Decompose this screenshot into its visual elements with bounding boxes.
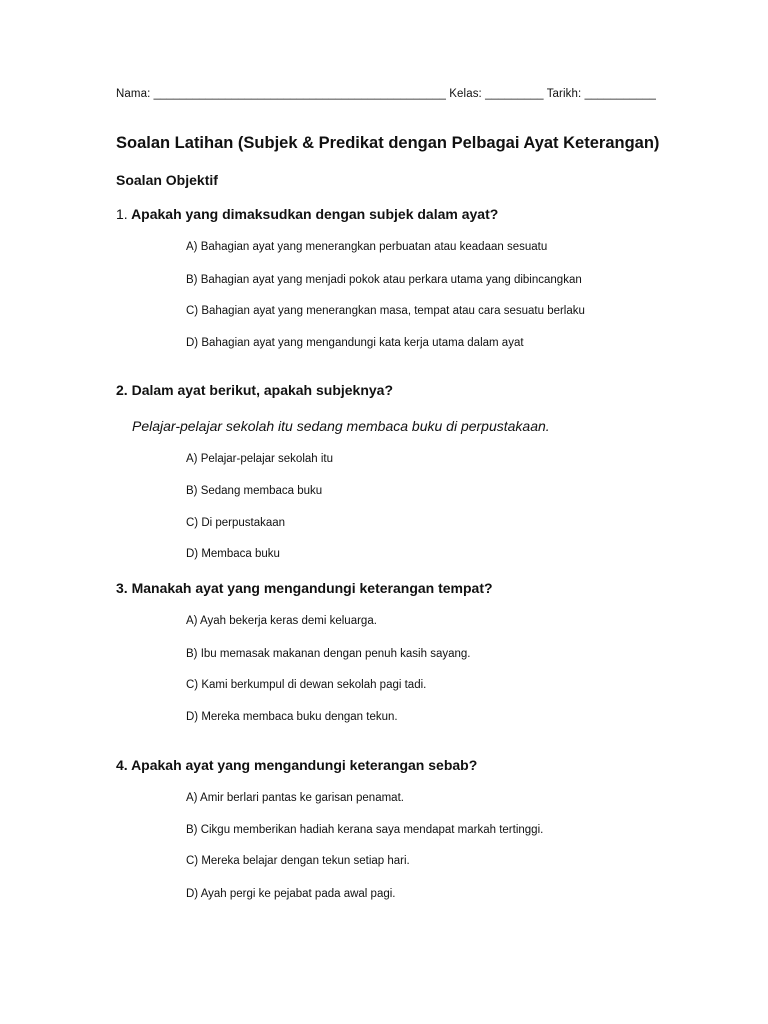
question-number: 3. — [116, 580, 128, 596]
class-field: Kelas: _________ — [449, 88, 544, 100]
question-2-option-b: B) Sedang membaca buku — [186, 485, 323, 497]
question-1-option-d: D) Bahagian ayat yang mengandungi kata kerja utama dalam ayat — [186, 337, 524, 349]
question-4-option-a: A) Amir berlari pantas ke garisan penamat. — [186, 792, 404, 804]
question-text: Apakah yang dimaksudkan dengan subjek dalam ayat? — [131, 206, 499, 222]
question-4-option-d: D) Ayah pergi ke pejabat pada awal pagi. — [186, 888, 396, 900]
name-field: Nama: _____________________________________________ — [116, 88, 446, 100]
question-number: 2. — [116, 382, 128, 398]
question-2-option-c: C) Di perpustakaan — [186, 517, 286, 529]
question-4-option-b: B) Cikgu memberikan hadiah kerana saya mendapat markah tertinggi. — [186, 824, 544, 836]
question-3-option-b: B) Ibu memasak makanan dengan penuh kasih sayang. — [186, 648, 471, 660]
date-field: Tarikh: ___________ — [546, 88, 657, 100]
question-text: Manakah ayat yang mengandungi keterangan tempat? — [131, 580, 493, 596]
question-text: Apakah ayat yang mengandungi keterangan sebab? — [131, 757, 478, 773]
question-number: 1. — [116, 206, 128, 222]
question-3-option-a: A) Ayah bekerja keras demi keluarga. — [186, 615, 377, 627]
question-3-option-d: D) Mereka membaca buku dengan tekun. — [186, 711, 398, 723]
question-4-option-c: C) Mereka belajar dengan tekun setiap hari. — [186, 855, 410, 867]
student-info-header — [116, 88, 656, 100]
question-1-option-a: A) Bahagian ayat yang menerangkan perbuatan atau keadaan sesuatu — [186, 241, 548, 253]
question-3 — [116, 580, 493, 596]
question-1-option-c: C) Bahagian ayat yang menerangkan masa, tempat atau cara sesuatu berlaku — [186, 305, 585, 317]
question-1 — [116, 206, 498, 222]
question-4 — [116, 757, 477, 773]
question-3-option-c: C) Kami berkumpul di dewan sekolah pagi tadi. — [186, 679, 427, 691]
page-title: Soalan Latihan (Subjek & Predikat dengan Pelbagai Ayat Keterangan) — [116, 134, 660, 152]
question-text: Dalam ayat berikut, apakah subjeknya? — [131, 382, 394, 398]
question-number: 4. — [116, 757, 128, 773]
section-title: Soalan Objektif — [116, 172, 218, 188]
question-2-option-d: D) Membaca buku — [186, 548, 280, 560]
question-2-option-a: A) Pelajar-pelajar sekolah itu — [186, 453, 334, 465]
question-2-sentence: Pelajar-pelajar sekolah itu sedang membaca buku di perpustakaan. — [132, 418, 550, 434]
question-1-option-b: B) Bahagian ayat yang menjadi pokok atau perkara utama yang dibincangkan — [186, 274, 582, 286]
question-2 — [116, 382, 393, 398]
